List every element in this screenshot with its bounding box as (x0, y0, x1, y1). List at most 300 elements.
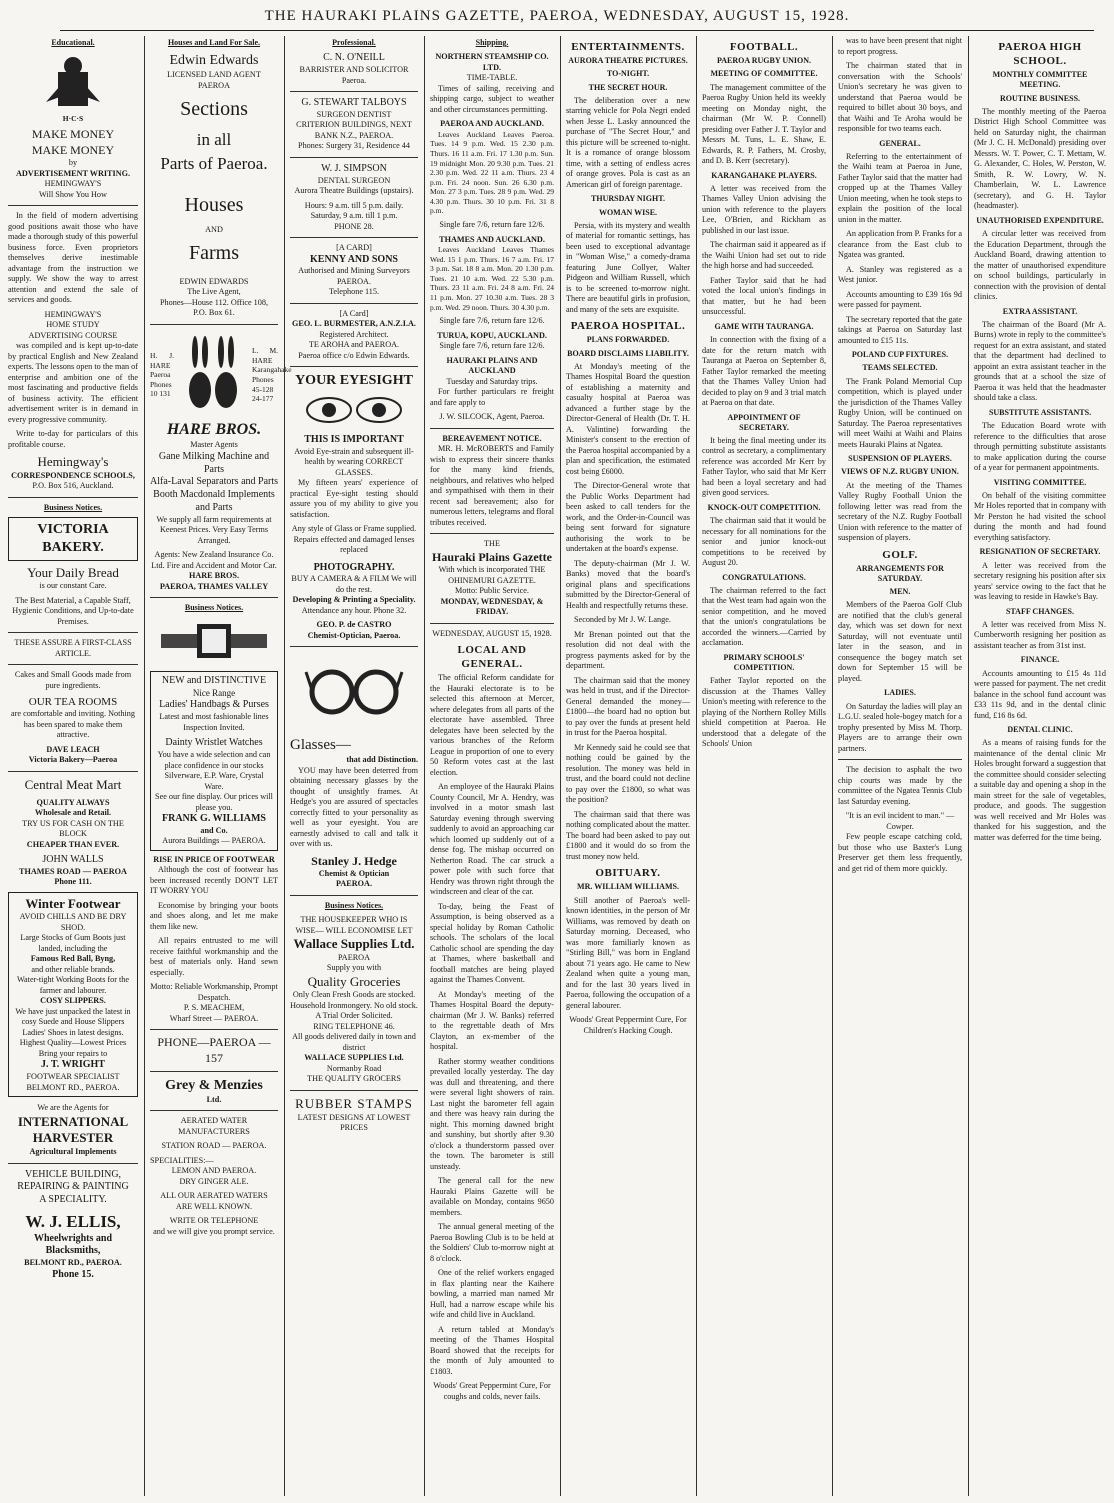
article-heading: OBITUARY. (595, 867, 661, 880)
subheading: WOMAN WISE. (598, 207, 658, 217)
text: With which is incorporated THE OHINEMURI GAZETTE. (438, 565, 546, 585)
paragraph: It being the final meeting under its control as secretary, a complimentary reference was accorded Mr Kerr by Father Taylor, who said that Mr Kerr had been a loyal secretary and had given good services. (702, 435, 826, 498)
masthead: THE HAURAKI PLAINS GAZETTE, PAEROA, WEDNESDAY, AUGUST 15, 1928. (264, 8, 850, 24)
text: STATION ROAD — PAEROA. (161, 1141, 267, 1151)
text: Silverware, E.P. Ware, Crystal Ware. (164, 771, 264, 791)
text: P.O. Box 61. (193, 308, 235, 318)
divider (290, 157, 418, 158)
subheading: MEETING OF COMMITTEE. (710, 69, 818, 79)
paragraph: An employee of the Hauraki Plains County Council, Mr A. Hendry, was involved in a motor smash last Saturday evening through swerving suddenly to avoid an approaching car which loomed up suddenly out of a dense fog. The mishap occurred on Netherton Road. The car struck a power pole with such force that Hendry was thrown right through the windscreen and clear of the car. (430, 782, 554, 897)
text: We supply all farm requirements at Keenest Prices. Very Easy Terms Arranged. (156, 514, 272, 545)
ad-title: Your Daily Bread (27, 564, 119, 580)
text: Aurora Buildings — PAEROA. (162, 836, 266, 846)
text: Wheelwrights and (33, 1232, 113, 1244)
subheading: ROUTINE BUSINESS. (999, 93, 1081, 103)
text: PAEROA (337, 952, 370, 962)
text: Wholesale and Retail. (34, 808, 112, 818)
text: Ltd. (206, 1094, 222, 1104)
section-heading: Educational. (51, 38, 95, 47)
article-heading: GOLF. (882, 548, 918, 561)
timetable: Leaves Auckland Leaves Thames Wed. 15 1 p.m. Thurs. 16 7 a.m. Fri. 17 3 p.m. Sat. 18 8 a.m. Mon. 20 1.30 p.m. Tues. 21 10 a.m. Wed. 22 5.30 p.m. Thurs. 23 11 a.m. Fri. 24 8 a.m. Fri. 24 11 p.m. Mon. 27 10.30 a.m. Tues. 28 3 p.m. Wed. 29 noon. Thurs. 30 4.30 p.m. (430, 245, 554, 312)
paragraph: The Frank Poland Memorial Cup competition, which is played under the jurisdiction of the Thames Valley Rugby Union, will be continued on Saturday. The Paeroa representatives will meet Waihi at Waihi and Plains meets Hauraki Plains at Ngatea. (838, 376, 962, 449)
text: NORTHERN STEAMSHIP CO. LTD. (435, 52, 549, 72)
paragraph: The official Reform candidate for the Hauraki electorate is to be selected this afternoon at Mercer, where delegates from all parts of the electorate have assembled. Three delegates have been selected by the various branches of the Reform League in proportion of one to every 50 Reform votes cast at the last election. (430, 673, 554, 777)
hcs-logo (8, 52, 138, 123)
text: ARE WELL KNOWN. (175, 1201, 253, 1211)
text: LEMON AND PAEROA. (171, 1166, 257, 1176)
text: TURUA, KOPU, AUCKLAND. (437, 330, 547, 340)
text: WRITE OR TELEPHONE (169, 1216, 259, 1226)
ad-title: Hemingway's (37, 454, 109, 470)
column-rule (968, 36, 969, 1496)
text: Phone 111. (54, 877, 92, 887)
paragraph: The Director-General wrote that the Public Works Department had been asked to call tenders for the work, and the Order-in-Council was being sent forward for signature authorising the work to be undertaken at the board's expense. (566, 481, 690, 554)
paragraph: On Saturday the ladies will play an L.G.U. sealed hole-bogey match for a trophy presented by Miss M. Thorp. Players are to arrange their own partners. (838, 701, 962, 753)
text: See our fine display. Our prices will please you. (155, 792, 273, 812)
text: HEMINGWAY'S (44, 179, 102, 189)
column-2 (150, 36, 292, 1496)
paragraph: At the meeting of the Thames Valley Rugby Football Union the following letter was read from the secretary of the N.Z. Rugby Football Union with reference to the matter of suspension of players. (838, 480, 962, 543)
text: DRY GINGER ALE. (179, 1176, 249, 1186)
divider (430, 533, 554, 534)
text: LATEST DESIGNS AT LOWEST PRICES (297, 1112, 411, 1133)
text: Aurora Theatre Buildings (upstairs). (294, 186, 414, 196)
subheading: MR. WILLIAM WILLIAMS. (577, 882, 679, 892)
hare-bros-logo (150, 330, 292, 420)
text: The Live Agent, (187, 287, 241, 297)
subheading: KNOCK-OUT COMPETITION. (707, 502, 821, 512)
divider (838, 759, 962, 760)
text: THAMES AND AUCKLAND. (439, 234, 545, 244)
text: EDWIN EDWARDS (179, 276, 249, 286)
paragraph: To-day, being the Feast of Assumption, is being observed as a special holiday by Roman Catholic schools. The scholars of the local Catholic school are spending the day at Thames, where basketball and football matches are being played against the Thames Convent. (430, 901, 554, 985)
ad-title: PHOTOGRAPHY. (313, 561, 395, 573)
text: SPECIALITIES:— (150, 1155, 214, 1165)
text: THE QUALITY GROCERS (307, 1074, 401, 1084)
paragraph: The chairman said that there was nothing complicated about the matter. The board had been asked to pay out £1800 and it would do so from the trust money now held. (566, 809, 690, 861)
text: Agricultural Implements (29, 1147, 117, 1157)
paragraph: The management committee of the Paeroa Rugby Union held its weekly meeting on Monday night, the chairman (Mr W. P. Connell) presiding over Father J. T. Taylor and Messrs M. Tuns, L. E. Shaw, E. Edwards, R. P. Fathers, M. Crosby, and D. B. Kerr (secretary). (702, 82, 826, 166)
paragraph: Times of sailing, receiving and shipping cargo, subject to weather and other circumstances permitting. (430, 83, 554, 114)
ad-title: KENNY AND SONS (310, 253, 398, 265)
tagline: MAKE MONEY (31, 142, 115, 157)
subheading: TEAMS SELECTED. (862, 363, 938, 373)
text: GEO. P. de CASTRO (316, 620, 392, 630)
paragraph: The monthly meeting of the Paeroa District High School Committee was held on Saturday night, the chairman (Mr J. C. H. McDonald) presiding over Messrs. W. T. Power, C. T. Mettam, W. G. Alexander, C. Holes, W. Perston, W. Smith, R. W. Lowry, W. N. Chamberlain, W. L. Lawrence (secretary), and G. H. Taylor (headmaster). (974, 106, 1106, 211)
text: Registered Architect. (319, 329, 389, 339)
ad-heading: ADVERTISEMENT WRITING. (15, 168, 131, 178)
text: Attendance any hour. Phone 32. (301, 605, 407, 615)
eyes-icon (299, 390, 409, 430)
column-rule (144, 36, 145, 1496)
ad-title: GEO. L. BURMESTER, A.N.Z.I.A. (292, 319, 416, 329)
text: Cakes and Small Goods made from pure ingredients. (14, 670, 132, 690)
eyes-illustration (290, 390, 418, 434)
paragraph: Father Taylor said that he had voted the local union's findings in that matter, but he had been unsuccessful. (702, 275, 826, 317)
ad-title: YOUR EYESIGHT (295, 373, 413, 389)
text: Phone 15. (52, 1268, 94, 1280)
text: Supply you with (326, 963, 382, 973)
text: The Best Material, a Capable Staff, Hygienic Conditions, and Up-to-date Premises. (12, 595, 134, 626)
column-rule (696, 36, 697, 1496)
ad-title: Sections (180, 98, 248, 121)
text: Telephone 115. (328, 287, 380, 297)
text: A SPECIALITY. (39, 1194, 107, 1206)
column-6 (702, 36, 826, 1496)
text: Repairs effected and damaged lenses replaced (293, 534, 415, 555)
text: is our constant Care. (39, 581, 107, 591)
text: Avoid Eye-strain and subsequent ill-health by wearing CORRECT GLASSES. (294, 446, 414, 477)
paragraph: The deliberation over a new starring vehicle for Pola Negri ended when Jesse L. Lasky announced the purchase of "The Secret Hour," and this picture will be screened to-night. It is a romance of orange blossom time, with a setting of endless acres of orange groves. Pola is cast as an American girl of foreign parentage. (566, 95, 690, 189)
text: and other reliable brands. (31, 964, 115, 974)
text: CHEAPER THAN EVER. (26, 839, 120, 849)
text: and Co. (200, 825, 228, 835)
subheading: SUBSTITUTE ASSISTANTS. (988, 407, 1092, 417)
text: Master Agents (190, 440, 238, 450)
text: AERATED WATER (180, 1116, 248, 1126)
text: THESE ASSURE A FIRST-CLASS ARTICLE. (14, 638, 132, 658)
text: Dainty Wristlet Watches (165, 737, 263, 749)
subheading: MEN. (889, 587, 911, 597)
text: Wharf Street — PAEROA. (169, 1013, 259, 1023)
text: CRITERION BUILDINGS, NEXT BANK N.Z., PAEROA. (296, 120, 412, 140)
paragraph: Accounts amounting to £15 4s 11d were passed for payment. The net credit balance in the school fund account was £33 11s 9d, and in the dental clinic fund, £16 8s 6d. (974, 668, 1106, 720)
ad-title: Quality Groceries (307, 973, 401, 989)
text: are comfortable and inviting. Nothing has been spared to make them attractive. (11, 709, 135, 740)
text: MONDAY, WEDNESDAY, & FRIDAY. (440, 596, 544, 617)
text: Only Clean Fresh Goods are stocked. (292, 990, 416, 1000)
column-rule (284, 36, 285, 1496)
wristwatch-illustration (150, 618, 278, 668)
text: Phones—House 112. Office 108, (159, 297, 269, 307)
timetable: Leaves Auckland Leaves Paeroa. Tues. 14 9 p.m. Wed. 15 2.30 p.m. Thurs. 16 11 a.m. Fri. 17 1.30 p.m. Sun. 19 midnight Mon. 20 9.30 p.m. Tues. 21 2.30 p.m. Wed. 22 11 a.m. Thurs. 23 4 p.m. Fri. 24 noon. Sun. 26 6.30 p.m. Mon. 27 3 p.m. Tues. 28 9 p.m. Wed. 29 4.30 p.m. Thurs. 30 10 p.m. Fri. 31 8 p.m. (430, 129, 554, 216)
paragraph: At Monday's meeting of the Thames Hospital Board the deputy-chairman (Mr J. W. Banks) referred to the regrettable death of Mrs Clayton, an ex-member of the hospital. (430, 989, 554, 1052)
text: H. J. HARE Paeroa Phones 10 131 (150, 350, 174, 399)
text: Single fare 7/6, return fare 12/6. (439, 220, 545, 230)
ad-title: Farms (189, 242, 239, 265)
text: FOOTWEAR SPECIALIST (26, 1072, 120, 1082)
text: Famous Red Ball, Byng, (30, 954, 116, 964)
section-heading: Houses and Land For Sale. (167, 38, 261, 47)
text: THE HOUSEKEEPER WHO IS WISE— WILL ECONOMISE LET (295, 915, 413, 935)
text: Blacksmiths, (45, 1245, 101, 1257)
article-heading: PAEROA HOSPITAL. (570, 320, 686, 333)
text: FRANK G. WILLIAMS (162, 813, 266, 825)
paragraph: The chairman stated that in conversation with the Schools' Union's secretary he was given to understand that Paeroa would be required to billet about 30 boys, and that Waihi and Te Aroha would be responsible for two teams each. (838, 61, 962, 133)
paragraph: Economise by bringing your boots and shoes along, and let me make them like new. (150, 900, 278, 931)
paragraph: was to have been present that night to report progress. (838, 36, 962, 56)
subheading: FINANCE. (1020, 655, 1060, 665)
divider (290, 1090, 418, 1091)
paragraph: The chairman said that the money was held in trust, and if the Director-General demanded the money—£1800—the board had no option but to pay over the funds at present held in trust for the Paeroa hospital. (566, 675, 690, 738)
text: P.O. Box 516, Auckland. (32, 481, 114, 491)
paragraph: On behalf of the visiting committee Mr Holes reported that in company with Mr Perston he had visited the school during the month and had found everything satisfactory. (974, 490, 1106, 542)
text: WEDNESDAY, AUGUST 15, 1928. (432, 628, 552, 638)
text: PHONE 28. (334, 221, 374, 231)
subheading: SUSPENSION OF PLAYERS. (848, 454, 952, 464)
text: Single fare 7/6, return fare 12/6. (439, 316, 545, 326)
text: Tuesday and Saturday trips. (446, 376, 538, 386)
column-7 (838, 36, 962, 1496)
ad-title: Stanley J. Hedge (311, 853, 397, 868)
text: Chemist-Optician, Paeroa. (307, 630, 401, 640)
ad-title: OUR TEA ROOMS (28, 696, 118, 709)
subheading: BOARD DISCLAIMS LIABILITY. (567, 348, 689, 358)
text: MANUFACTURERS (178, 1126, 250, 1136)
ad-title: RUBBER STAMPS (295, 1095, 413, 1111)
paragraph: The deputy-chairman (Mr J. W. Banks) moved that the board's original plans and specifications submitted by the Director-General of Health and respectfully returns these. (566, 558, 690, 610)
text: Ladies' Handbags & Purses (159, 699, 269, 711)
subheading: AURORA THEATRE PICTURES. (568, 56, 688, 66)
ad-title: PHONE—PAEROA —157 (157, 1035, 271, 1065)
text: by (68, 158, 78, 168)
text: L. M. HARE Karangahake Phones 45-128 24-177 (252, 346, 292, 404)
text: PAEROA (197, 80, 230, 90)
text: NEW and DISTINCTIVE (161, 675, 267, 687)
paragraph: Accounts amounting to £39 16s 9d were passed for payment. (838, 289, 962, 310)
text: and we will give you prompt service. (153, 1226, 275, 1236)
text: WALLACE SUPPLIES Ltd. (304, 1053, 404, 1063)
ad-title: Edwin Edwards (169, 53, 259, 69)
tagline: MAKE MONEY (31, 127, 115, 142)
ad-title: C. N. O'NEILL (323, 52, 385, 64)
ad-title: HARE BROS. (166, 420, 262, 438)
text: COSY SLIPPERS. (40, 996, 106, 1006)
article-heading: ENTERTAINMENTS. (571, 41, 685, 53)
newspaper-title: Hauraki Plains Gazette (432, 549, 552, 564)
article-heading: FOOTBALL. (729, 41, 799, 53)
paragraph: The Education Board wrote with reference to the difficulties that arose through permitting substitute assistants to make application during the course of a year for permanent appointments. (974, 421, 1106, 473)
ad-title: Wallace Supplies Ltd. (293, 936, 415, 952)
divider (150, 324, 278, 325)
divider (8, 205, 138, 206)
text: AVOID CHILLS AND BE DRY SHOD. (19, 912, 127, 932)
divider (8, 497, 138, 498)
text: Paeroa office c/o Edwin Edwards. (298, 350, 410, 360)
text: VEHICLE BUILDING, (24, 1168, 122, 1180)
subheading: THURSDAY NIGHT. (591, 194, 665, 204)
paragraph: Father Taylor reported on the discussion at the Thames Valley Union's meeting with reference to the playing of the Northern Rolley Mills shield competition at Paeroa. He understood that a delegate of the Schools' Union (702, 676, 826, 749)
text: REPAIRING & PAINTING (17, 1181, 129, 1193)
text: SURGEON DENTIST (316, 109, 392, 119)
paragraph: The chairman said it appeared as if the Waihi Union had set out to ride the high horse and had succeeded. (702, 240, 826, 271)
text: DENTAL SURGEON (317, 175, 391, 185)
divider (150, 1071, 278, 1072)
paragraph: YOU may have been deterred from obtaining necessary glasses by the thought of unsightly frames. At Hedge's you are assured of spectacles correctly fitted to your personality as well as your eyesight. You are earnestly advised to call and talk it over with us. (290, 765, 418, 849)
paragraph: As a means of raising funds for the maintenance of the dental clinic Mr Holes brought forward a suggestion that the committee should consider selecting a suitable day and opening a shop in the main street for the sale of vegetables, produce, and goods. The suggestion was well received and Mr Holes was thanked for his suggestion, and the matter was deferred for the time being. (974, 738, 1106, 842)
section-heading: Professional. (332, 38, 376, 47)
paragraph: A. Stanley was registered as a West junior. (838, 264, 962, 285)
column-5 (566, 36, 690, 1496)
section-heading: Shipping. (475, 38, 509, 47)
text: HEMINGWAY'S (44, 309, 102, 319)
text: TRY US FOR CASH ON THE BLOCK (22, 818, 124, 839)
hcs-emblem-icon (38, 52, 108, 110)
ad-title: VICTORIA BAKERY. (37, 521, 109, 555)
text: HOME STUDY (46, 320, 100, 330)
paragraph: Members of the Paeroa Golf Club are notified that the club's general day, which was set down for next Saturday, will not eventuate until later in the season, and in consequence the bogey match set down for September 15 will be played. (838, 600, 962, 683)
text: A Trial Order Solicited. (315, 1011, 393, 1021)
text: We have just unpacked the latest in cosy Suede and House Slippers Ladies' Shoes in latest designs. Highest Quality—Lowest Prices (15, 1006, 131, 1048)
text: Large Stocks of Gum Boots just landed, including the (20, 933, 126, 953)
text: Alfa-Laval Separators and Parts (150, 476, 279, 488)
paragraph: In connection with the fixing of a date for the return match with Tauranga at Paeroa on September 8, Father Taylor remarked the meeting that the Thames Valley Union had decided to play on 9 and 3 trial match at Paeroa on that date. (702, 335, 826, 408)
divider (150, 1029, 278, 1030)
text: Household Ironmongery. No old stock. (290, 1000, 418, 1010)
subheading: UNAUTHORISED EXPENDITURE. (976, 215, 1104, 225)
paragraph: A letter was received from Miss N. Cumberworth resigning her position as assistant teacher as from 31st inst. (974, 619, 1106, 650)
logo-text: H·C·S (62, 113, 84, 123)
subheading: VIEWS OF N.Z. RUGBY UNION. (841, 467, 959, 477)
text: BEREAVEMENT NOTICE. (442, 433, 542, 443)
spectacles-illustration (290, 652, 418, 736)
text: Developing & Printing a Speciality. (292, 595, 416, 605)
text: J. T. WRIGHT (41, 1059, 105, 1071)
text: THIS IS IMPORTANT (304, 433, 404, 445)
divider (290, 303, 418, 304)
ad-title: RISE IN PRICE OF FOOTWEAR (153, 854, 275, 864)
paragraph: My fifteen years' experience of practical Eye-sight testing should assure you of my ability to give you satisfaction. (290, 478, 418, 519)
text: Latest and most fashionable lines Inspection Invited. (159, 712, 269, 732)
paragraph: Referring to the entertainment of the Waihi team at Paeroa in June, Father Taylor said that the matter had cropped up at the Thames Valley Union meeting, when he took steps to explain the position of the local union in the matter. (838, 151, 962, 224)
text: Victoria Bakery—Paeroa (28, 755, 118, 765)
subheading: POLAND CUP FIXTURES. (851, 350, 949, 360)
text: ADVERTISING COURSE (28, 330, 118, 340)
paragraph: The chairman of the Board (Mr A. Burns) wrote in reply to the committee's request for an extra assistant, and stated that the department had declined to appoint an extra assistant teacher in the grounds that at a school the size of Paeroa it was held that the headmaster should take a class. (974, 319, 1106, 403)
subheading: GAME WITH TAURANGA. (714, 321, 814, 331)
ad-title: Central Meat Mart (24, 776, 122, 792)
divider (8, 664, 138, 665)
paragraph: A letter was received from the Thames Valley Union advising the union with reference to the players Lee, O'Brien, and Rickham as published in our last issue. (702, 183, 826, 235)
column-rule (424, 36, 425, 1496)
paragraph: Rather stormy weather conditions prevailed locally yesterday. The day was dull and threatening, and there were several light showers of rain. Last night the barometer fell again and there was heavy rain during the night. This morning dawned bright and sunshiny, but shortly after 9.30 o'clock a thunderstorm passed over the town. The barometer is still unsteady. (430, 1056, 554, 1171)
subheading: GENERAL. (879, 138, 921, 148)
paragraph: MR. H. McROBERTS and Family wish to express their sincere thanks for the many kind friends, neighbours, and relatives who helped and sympathised with them in their recent sad bereavement; also for numerous letters, telegrams and floral tributes received. (430, 444, 554, 527)
paragraph: A circular letter was received from the Education Department, through the Auckland Board, drawing attention to the matter of unauthorised expenditure on school buildings, particularly in connection with the provision of dental clinics. (974, 229, 1106, 302)
ad-title: W. J. SIMPSON (321, 162, 387, 174)
text: [A Card] (339, 308, 369, 318)
text: All goods delivered daily in town and district (292, 1032, 416, 1052)
column-8 (974, 36, 1106, 1496)
subheading: ARRANGEMENTS FOR SATURDAY. (856, 563, 944, 583)
paragraph: An application from P. Franks for a clearance from the East club to Ngatea was granted. (838, 229, 962, 260)
ad-title: INTERNATIONAL (17, 1113, 129, 1129)
text: that add Distinction. (346, 755, 418, 765)
divider (8, 771, 138, 772)
divider (150, 597, 278, 598)
divider (430, 623, 554, 624)
text: Chemist & Optician (318, 868, 390, 878)
ad-title: Winter Footwear (25, 895, 121, 911)
divider (8, 632, 138, 633)
section-heading: Business Notices. (184, 603, 244, 613)
text: Normanby Road (326, 1063, 382, 1073)
subheading: PLANS FORWARDED. (586, 335, 670, 345)
text: BELMONT RD., PAEROA. (26, 1082, 120, 1092)
paragraph: A return tabled at Monday's meeting of the Thames Hospital Board showed that the receipts for the month of July amounted to £1803. (430, 1324, 554, 1376)
text: Woods' Great Peppermint Cure, For coughs and colds, never fails. (433, 1381, 551, 1401)
ad-title: in all (196, 129, 232, 149)
text: PAEROA. (335, 879, 372, 889)
text: BARRISTER AND SOLICITOR (299, 65, 409, 75)
subheading: DENTAL CLINIC. (1007, 725, 1073, 734)
spectacles-icon (304, 652, 404, 732)
text: Motto: Public Service. (455, 586, 529, 596)
ad-title: Grey & Menzies (165, 1078, 263, 1094)
ad-title: Houses (184, 194, 244, 217)
text: CORRESPONDENCE SCHOOLS, (11, 470, 135, 480)
text: Gane Milking Machine and Parts (158, 450, 270, 475)
watch-icon (159, 618, 269, 664)
text: Woods' Great Peppermint Cure, For Children's Hacking Cough. (569, 1015, 687, 1035)
text: ALL OUR AERATED WATERS (160, 1191, 268, 1201)
text: AND (205, 224, 223, 234)
paragraph: Write to-day for particulars of this profitable course. (8, 429, 138, 449)
text: P. S. MEACHEM, (183, 1003, 245, 1013)
subheading: TO-NIGHT. (606, 69, 650, 79)
ad-box (8, 517, 138, 561)
paragraph: All repairs entrusted to me will receive faithful workmanship and the best of materials only. Hand sewn especially. (150, 936, 278, 977)
subheading: THE SECRET HOUR. (588, 82, 668, 92)
text: DAVE LEACH (46, 744, 100, 754)
text: Nice Range (192, 687, 236, 698)
paragraph: A letter was received from the secretary resigning his position after six years' service owing to the fact that he was leaving to reside in Hawke's Bay. (974, 560, 1106, 602)
ad-box (150, 671, 278, 851)
text: BELMONT RD., PAEROA. (24, 1258, 122, 1268)
rabbits-icon (178, 330, 248, 420)
paragraph: The decision to asphalt the two chip courts was made by the committee of the Ngatea Tennis Club last Saturday evening. (838, 765, 962, 806)
text: Single fare 7/6, return fare 12/6. (439, 341, 545, 351)
text: Will Show You How (39, 189, 107, 199)
column-rule (832, 36, 833, 1496)
section-heading: Business Notices. (324, 900, 384, 910)
subheading: VISITING COMMITTEE. (993, 477, 1087, 487)
paragraph: Persia, with its mystery and wealth of material for romantic settings, has been used to exceptional advantage in "Woman Wise," a comedy-drama featuring June Collyer, Walter Pidgeon and William Russell, which is to be screened to-morrow night. There are beautiful girls in profusion, and many of the sets are exquisite. (566, 220, 690, 314)
subheading: CONGRATULATIONS. (722, 572, 806, 582)
text: Any style of Glass or Frame supplied. (291, 524, 417, 534)
subheading: PRIMARY SCHOOLS' COMPETITION. (723, 652, 805, 673)
paragraph: Although the cost of footwear has been increased recently DON'T LET IT WORRY YOU (150, 865, 278, 896)
text: [A CARD] (336, 243, 372, 253)
text: Bring your repairs to (38, 1048, 108, 1058)
column-3 (290, 36, 418, 1496)
divider (290, 237, 418, 238)
subheading: MONTHLY COMMITTEE MEETING. (992, 70, 1088, 90)
article-heading: LOCAL AND GENERAL. (457, 644, 527, 671)
text: JOHN WALLS (42, 854, 104, 866)
subheading: APPOINTMENT OF SECRETARY. (727, 412, 801, 432)
paragraph: Few people escape catching cold, but those who use Baxter's Lung Preserver get them less frequently, and get rid of them more quickly. (838, 832, 962, 873)
paragraph: One of the relief workers engaged in flax planting near the Kaihere bowling, a married man named Mr Hull, had a narrow escape while his wife and child live in Auckland. (430, 1268, 554, 1320)
ad-title: W. J. ELLIS, (25, 1211, 121, 1231)
text: We are the Agents for (37, 1103, 109, 1113)
text: Agents: New Zealand Insurance Co. Ltd. Fire and Accident and Motor Car. (151, 550, 277, 570)
paragraph: The annual general meeting of the Paeroa Bowling Club is to be held at the Soldiers' Club to-morrow night at 8 o'clock. (430, 1222, 554, 1263)
text: Booth Macdonald Implements and Parts (153, 489, 275, 514)
column-4 (430, 36, 554, 1496)
text: You have a wide selection and can place confidence in our stocks (157, 750, 271, 770)
divider (150, 1110, 278, 1111)
paragraph: At Monday's meeting of the Thames Hospital Board the question of establishing a maternity and casualty hospital at Paeroa was advanced a further stage by the Director-General of Health (Dr. T. H. A. Valintine) forwarding the Minister's consent to the erection of the Paeroa hospital accompanied by a plan and specification, the estimated cost being £6000. (566, 361, 690, 476)
text: BUY A CAMERA & A FILM We will do the rest. (291, 574, 417, 594)
text: TIME-TABLE. (466, 73, 518, 83)
text: PAEROA, THAMES VALLEY (159, 581, 269, 591)
subheading: PAEROA RUGBY UNION. (716, 56, 811, 66)
subheading: KARANGAHAKE PLAYERS. (711, 170, 817, 180)
paragraph: Still another of Paeroa's well-known identities, in the person of Mr Williams, was removed by death on Saturday morning. Deceased, who was more familiarly known as "Stirling Bill," was born in England about 71 years ago. He came to New Zealand when quite a young man, and for the last 30 years lived in Paeroa, following the occupation of a general labourer. (566, 895, 690, 1010)
article-heading: PAEROA HIGH SCHOOL. (998, 41, 1082, 68)
text: Authorised and Mining Surveyors PAEROA. (298, 266, 410, 286)
